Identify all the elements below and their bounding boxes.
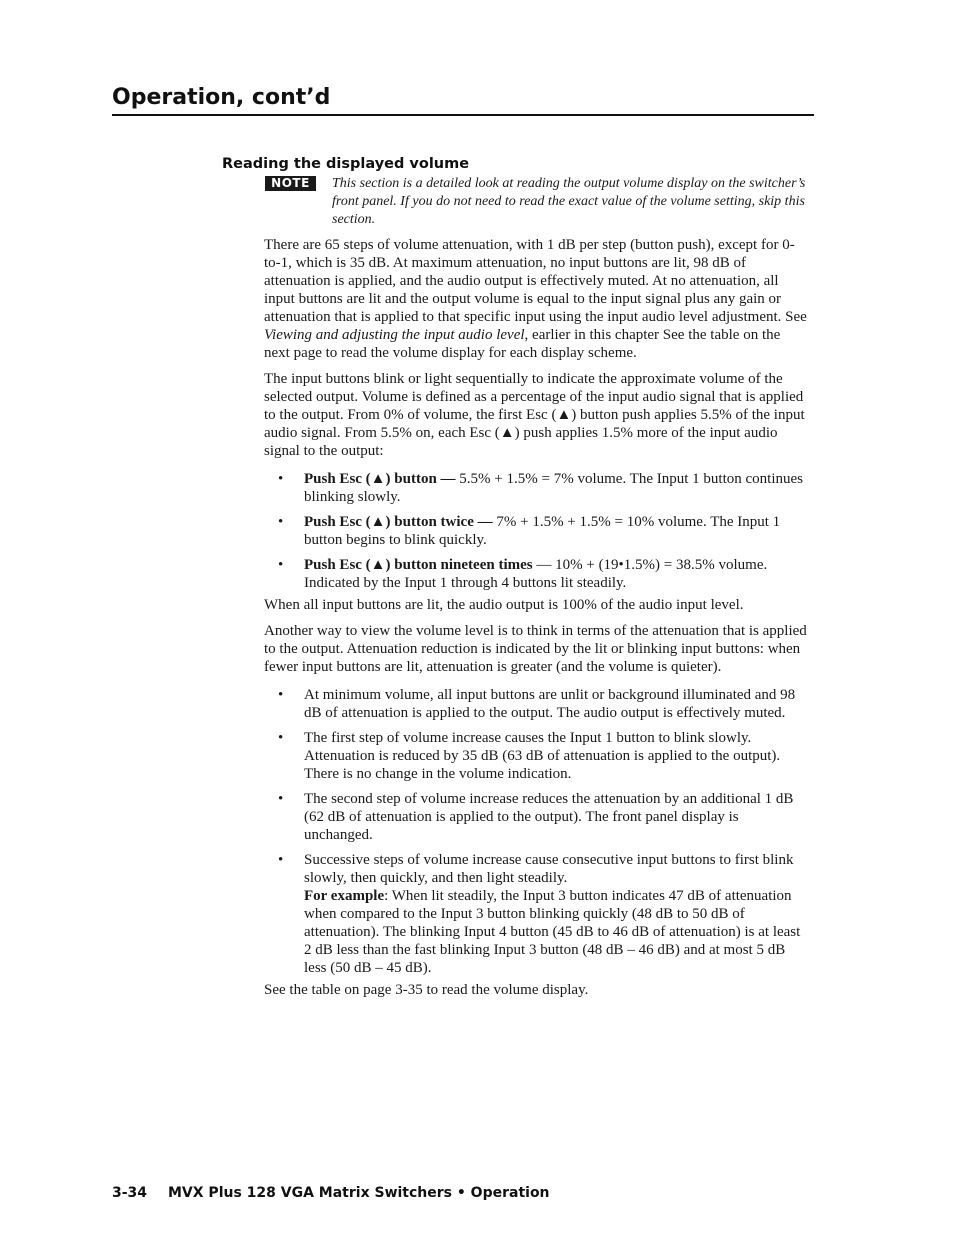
paragraph-volume-definition: The input buttons blink or light sequentially to indicate the approximate volume of the selected output. Volume is defined as a percentage of the input audio signal that is applied to the output. From 0% of volume, the first Esc (▲) button push applies 5.5% of the input audio signal. From 5.5% on, each Esc (▲) push applies 1.5% more of the input audio signal to the output: [264,371,805,459]
paragraph-text: There are 65 steps of volume attenuation, with 1 dB per step (button push), except for 0-to-1, which is 35 dB. At maximum attenuation, no input buttons are lit, 98 dB of attenuation is applied, and the audio output is effectively muted. At no attenuation, all input buttons are lit and the output volume is equal to the input signal plus any gain or attenuation that is applied to that specific input using the input audio level adjustment. See [264,237,807,325]
bullet-icon: • [278,852,284,868]
example-label: For example [304,888,385,904]
note-text: This section is a detailed look at reading the output volume display on the switcher’s front panel. If you do not need to read the exact value of the volume setting, skip this section. [332,176,806,227]
list-item [264,686,808,722]
footer-title: MVX Plus 128 VGA Matrix Switchers • Operation [168,1185,550,1201]
list-item [264,790,808,844]
list-item-bold: Push Esc (▲) button nineteen times [304,557,533,573]
cross-reference: Viewing and adjusting the input audio level [264,327,525,343]
bullet-icon: • [278,791,284,807]
bullet-icon: • [278,471,284,487]
page-footer [112,1184,812,1202]
list-item [264,729,808,783]
section-heading: Reading the displayed volume [222,156,470,172]
list-item-text: — 10% + (19•1.5%) = 38.5% volume. Indicated by the Input 1 through 4 buttons lit steadily. [304,557,768,591]
note-badge: NOTE [265,176,316,191]
paragraph-attenuation-view: Another way to view the volume level is to think in terms of the attenuation that is applied to the output. Attenuation reduction is indicated by the lit or blinking input buttons: when fewer input buttons are lit, attenuation is greater (and the volume is quieter). [264,623,807,675]
list-item-text: Successive steps of volume increase cause consecutive input buttons to first blink slowly, then quickly, and then light steadily. [304,852,794,886]
paragraph-all-lit: When all input buttons are lit, the audio output is 100% of the audio input level. [264,597,744,613]
paragraph-attenuation-steps [264,236,808,362]
bullet-icon: • [278,687,284,703]
bullet-icon: • [278,730,284,746]
list-item-text: 7% + 1.5% + 1.5% = 10% volume. The Input 1 button begins to blink quickly. [304,514,781,548]
list-item-text: The second step of volume increase reduces the attenuation by an additional 1 dB (62 dB of attenuation is applied to the output). The front panel display is unchanged. [304,791,794,843]
list-item [264,556,808,592]
list-item [264,851,808,887]
paragraph-see-table: See the table on page 3-35 to read the volume display. [264,982,589,998]
list-item [264,513,808,549]
list-item-bold: Push Esc (▲) button twice — [304,514,493,530]
list-item-text: The first step of volume increase causes the Input 1 button to blink slowly. Attenuation is reduced by 35 dB (63 dB of attenuation is applied to the output). There is no change in the volume indication. [304,730,781,782]
list-item-text: 5.5% + 1.5% = 7% volume. The Input 1 button continues blinking slowly. [304,471,803,505]
list-item-text: At minimum volume, all input buttons are unlit or background illuminated and 98 dB of attenuation is applied to the output. The audio output is effectively muted. [304,687,796,721]
bullet-icon: • [278,514,284,530]
list-item-bold: Push Esc (▲) button — [304,471,456,487]
body-content [264,236,808,999]
chapter-rule [112,114,814,116]
example-text: : When lit steadily, the Input 3 button indicates 47 dB of attenuation when compared to the Input 3 button blinking quickly (48 dB to 50 dB of attenuation). The blinking Input 4 button (45 dB to 46 dB of attenuation) is at least 2 dB less than the fast blinking Input 3 button (48 dB – 46 dB) and at most 5 dB less (50 dB – 45 dB). [304,888,801,976]
page-number: 3-34 [112,1185,148,1201]
example-paragraph [264,887,808,977]
attenuation-list [264,686,808,887]
list-item [264,470,808,506]
bullet-icon: • [278,557,284,573]
chapter-title: Operation, cont’d [112,85,331,110]
volume-push-list [264,470,808,592]
paragraph-text: , earlier in this chapter See the table on the next page to read the volume display for each display scheme. [264,327,781,361]
